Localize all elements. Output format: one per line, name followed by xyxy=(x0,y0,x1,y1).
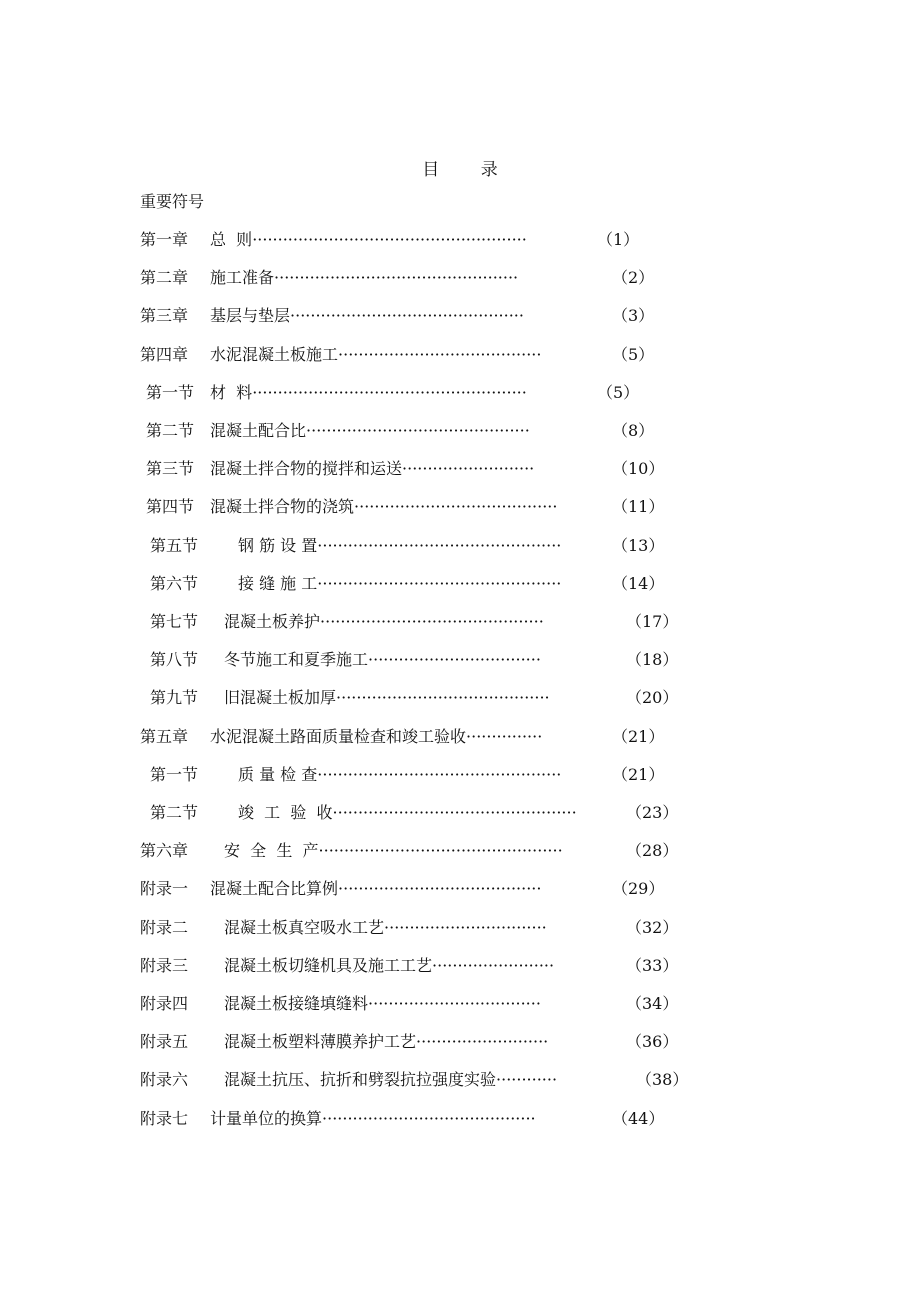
toc-entry-title-wrap xyxy=(224,683,550,713)
toc-entry-title-wrap xyxy=(210,722,542,752)
toc-entry-leader-dots: ········································ xyxy=(338,344,542,364)
toc-entry-label: 第六节 xyxy=(150,573,199,593)
toc-entry-title: 冬节施工和夏季施工 xyxy=(224,650,369,670)
toc-entry-leader-dots: ·························· xyxy=(416,1032,549,1052)
toc-entry[interactable] xyxy=(0,722,920,752)
toc-entry-label: 附录三 xyxy=(140,955,189,975)
toc-entry-leader-dots: ················································ xyxy=(274,268,519,288)
toc-entry-title-wrap xyxy=(210,1104,536,1134)
toc-entry-title-wrap xyxy=(224,836,563,866)
toc-entry-page: （21） xyxy=(612,726,665,746)
toc-entry-title: 混凝土板切缝机具及施工工艺 xyxy=(224,955,433,975)
toc-entry[interactable] xyxy=(0,1104,920,1134)
toc-entry-title: 钢 筋 设 置 xyxy=(238,535,318,555)
toc-entry-label: 附录七 xyxy=(140,1108,189,1128)
toc-entry[interactable] xyxy=(0,340,920,370)
toc-entry-label: 第二节 xyxy=(146,421,195,440)
toc-entry-page: （1） xyxy=(597,230,640,249)
toc-entry-title: 混凝土抗压、抗折和劈裂抗拉强度实验 xyxy=(224,1070,497,1090)
toc-entry-title: 施工准备 xyxy=(210,268,275,288)
toc-entry-leader-dots: ·············································· xyxy=(290,306,524,326)
toc-entry-leader-dots: ······················································ xyxy=(252,382,527,402)
toc-entry[interactable] xyxy=(0,798,920,828)
toc-entry-page: （23） xyxy=(626,803,679,822)
toc-entry-page: （17） xyxy=(626,612,679,631)
toc-entry[interactable] xyxy=(0,989,920,1019)
toc-entry-title: 混凝土拌合物的浇筑 xyxy=(210,497,355,517)
toc-entry-page: （36） xyxy=(626,1032,679,1052)
toc-entry-page: （11） xyxy=(612,497,665,517)
toc-entry-label: 附录五 xyxy=(140,1032,189,1052)
toc-entry-page: （14） xyxy=(612,573,665,593)
toc-entry-title-wrap xyxy=(224,607,544,637)
toc-entry[interactable] xyxy=(0,492,920,522)
toc-entry-label: 附录四 xyxy=(140,994,189,1013)
toc-entry-title-wrap xyxy=(224,645,541,675)
toc-entry-leader-dots: ··············· xyxy=(466,726,543,746)
toc-entry-label: 第一章 xyxy=(140,230,189,249)
toc-entry-title-wrap xyxy=(210,263,518,293)
toc-entry-leader-dots: ·········································· xyxy=(336,688,550,708)
toc-entry-leader-dots: ·································· xyxy=(368,650,541,670)
toc-entry-label: 附录六 xyxy=(140,1070,189,1090)
toc-entry-page: （34） xyxy=(626,994,679,1013)
toc-entry-label: 第一节 xyxy=(146,382,195,402)
toc-entry-title: 混凝土板真空吸水工艺 xyxy=(224,917,385,937)
toc-entry-title: 总 则 xyxy=(210,230,253,249)
toc-entry-label: 附录一 xyxy=(140,879,189,899)
toc-entry-title-wrap xyxy=(224,1065,557,1095)
toc-entry-title-wrap xyxy=(210,416,530,446)
toc-entry-title: 安 全 生 产 xyxy=(224,841,319,861)
toc-entry[interactable] xyxy=(0,454,920,484)
toc-entry-title: 旧混凝土板加厚 xyxy=(224,688,337,708)
toc-entry-title-wrap xyxy=(210,492,557,522)
toc-entry-leader-dots: ········································ xyxy=(354,497,558,517)
toc-entry-title: 混凝土拌合物的搅拌和运送 xyxy=(210,459,403,479)
toc-entry-label: 第七节 xyxy=(150,612,199,631)
toc-entry[interactable] xyxy=(0,913,920,943)
toc-entry-page: （44） xyxy=(612,1108,665,1128)
toc-entry-title-wrap xyxy=(238,569,561,599)
toc-entry-leader-dots: ·································· xyxy=(368,994,541,1013)
toc-entry-leader-dots: ················································ xyxy=(317,764,562,784)
toc-entry-label: 第五章 xyxy=(140,726,189,746)
toc-entry-title: 基层与垫层 xyxy=(210,306,291,326)
toc-entry-page: （33） xyxy=(626,955,679,975)
toc-entry-page: （5） xyxy=(612,344,655,364)
toc-entry[interactable] xyxy=(0,378,920,408)
toc-entry-title-wrap xyxy=(224,1027,548,1057)
toc-entry-leader-dots: ················································ xyxy=(317,573,562,593)
toc-entry-leader-dots: ············································ xyxy=(320,612,544,631)
toc-entry-label: 第四节 xyxy=(146,497,195,517)
toc-entry-page: （28） xyxy=(626,841,679,861)
toc-entry-title-wrap xyxy=(210,301,524,331)
toc-entry[interactable] xyxy=(0,416,920,446)
toc-entry-label: 第五节 xyxy=(150,535,199,555)
toc-entry[interactable] xyxy=(0,607,920,637)
toc-entry-title-wrap xyxy=(238,798,577,828)
toc-entry-title: 水泥混凝土板施工 xyxy=(210,344,339,364)
toc-entry[interactable] xyxy=(0,263,920,293)
toc-entry-title-wrap xyxy=(224,913,547,943)
toc-entry-title-wrap xyxy=(224,989,541,1019)
toc-entry-title-wrap xyxy=(210,454,534,484)
toc-entry-leader-dots: ········································ xyxy=(338,879,542,899)
toc-entry-label: 第一节 xyxy=(150,764,199,784)
toc-entry-leader-dots: ············ xyxy=(496,1070,558,1090)
toc-entry-page: （21） xyxy=(612,764,665,784)
toc-entry-page: （29） xyxy=(612,879,665,899)
toc-entry[interactable] xyxy=(0,760,920,790)
toc-entry[interactable] xyxy=(0,225,920,255)
toc-entry-title-wrap xyxy=(210,225,527,255)
toc-entry-title: 混凝土配合比算例 xyxy=(210,879,339,899)
toc-entry-leader-dots: ·········································· xyxy=(322,1108,536,1128)
toc-entry[interactable] xyxy=(0,683,920,713)
toc-entry-title-wrap xyxy=(238,531,561,561)
toc-entry-page: （3） xyxy=(612,306,655,326)
toc-entry-title-wrap xyxy=(210,378,527,408)
toc-entry[interactable] xyxy=(0,645,920,675)
toc-entry-label: 第八节 xyxy=(150,650,199,670)
toc-entry[interactable] xyxy=(0,874,920,904)
toc-entry-title-wrap xyxy=(210,340,541,370)
toc-entry-leader-dots: ·························· xyxy=(402,459,535,479)
toc-entry-page: （10） xyxy=(612,459,665,479)
toc-entry-page: （13） xyxy=(612,535,665,555)
toc-entry-page: （38） xyxy=(636,1070,689,1090)
toc-entry-label: 第二章 xyxy=(140,268,189,288)
toc-entry[interactable] xyxy=(0,1065,920,1095)
page-title: 目 录 xyxy=(422,160,516,180)
toc-entry-title: 计量单位的换算 xyxy=(210,1108,323,1128)
toc-entry-leader-dots: ············································ xyxy=(306,421,530,440)
toc-entry-page: （20） xyxy=(626,688,679,708)
toc-entry-title: 混凝土配合比 xyxy=(210,421,307,440)
toc-entry-label: 第六章 xyxy=(140,841,189,861)
toc-entry[interactable] xyxy=(0,531,920,561)
toc-entry-title: 水泥混凝土路面质量检查和竣工验收 xyxy=(210,726,467,746)
toc-entry[interactable] xyxy=(0,569,920,599)
toc-entry-label: 第四章 xyxy=(140,344,189,364)
toc-entry-title-wrap xyxy=(210,874,541,904)
toc-entry-page: （32） xyxy=(626,917,679,937)
toc-entry-title: 接 缝 施 工 xyxy=(238,573,318,593)
toc-entry-page: （5） xyxy=(597,382,640,402)
toc-entry-leader-dots: ················································ xyxy=(318,841,563,861)
toc-entry-page: （2） xyxy=(612,268,655,288)
toc-entry-label: 第九节 xyxy=(150,688,199,708)
toc-entry-page: （18） xyxy=(626,650,679,670)
toc-entry-title-wrap xyxy=(238,760,561,790)
toc-entry[interactable] xyxy=(0,951,920,981)
toc-entry-label: 第三章 xyxy=(140,306,189,326)
toc-entry-title-wrap xyxy=(224,951,554,981)
toc-entry[interactable] xyxy=(0,301,920,331)
toc-entry[interactable] xyxy=(0,836,920,866)
toc-entry-title: 材 料 xyxy=(210,382,253,402)
toc-entry-leader-dots: ························ xyxy=(432,955,555,975)
toc-entry-title: 竣 工 验 收 xyxy=(238,803,333,822)
toc-entry-label: 第三节 xyxy=(146,459,195,479)
toc-entry-label: 第二节 xyxy=(150,803,199,822)
toc-entry-label: 附录二 xyxy=(140,917,189,937)
toc-entry-leader-dots: ················································ xyxy=(317,535,562,555)
toc-entry-title: 质 量 检 查 xyxy=(238,764,318,784)
toc-entry-title: 混凝土板接缝填缝料 xyxy=(224,994,369,1013)
toc-entry-leader-dots: ································ xyxy=(384,917,547,937)
toc-heading: 重要符号 xyxy=(140,191,205,211)
toc-entry-leader-dots: ······················································ xyxy=(252,230,527,249)
toc-entry-leader-dots: ················································ xyxy=(332,803,577,822)
toc-entry[interactable] xyxy=(0,1027,920,1057)
toc-entry-title: 混凝土板塑料薄膜养护工艺 xyxy=(224,1032,417,1052)
toc-entry-title: 混凝土板养护 xyxy=(224,612,321,631)
toc-entry-page: （8） xyxy=(612,421,655,440)
